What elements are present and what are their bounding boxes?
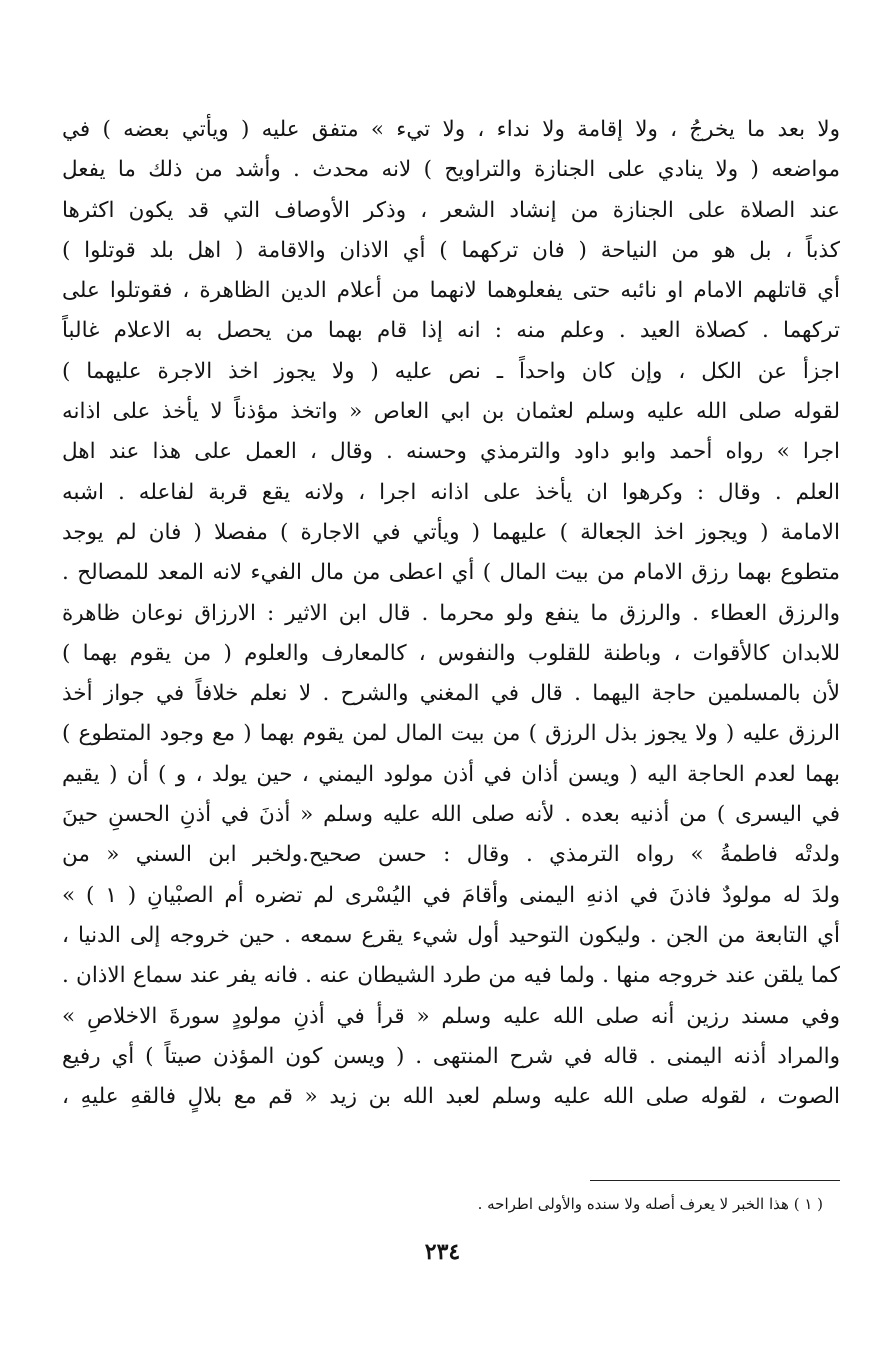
text-line: الصوت ، لقوله صلى الله عليه وسلم لعبد الله بن زيد « قم مع بلالٍ فالقهِ عليهِ ، xyxy=(62,1084,840,1110)
text-line: ولا بعد ما يخرجُ ، ولا إقامة ولا نداء ، ولا تيء » متفق عليه ( ويأتي بعضه ) في xyxy=(62,117,840,142)
text-line: عند الصلاة على الجنازة من إنشاد الشعر ، وذكر الأوصاف التي قد يكون اكثرها xyxy=(62,197,840,223)
text-line: الرزق عليه ( ولا يجوز بذل الرزق ) من بيت المال لمن يقوم بهما ( مع وجود المتطوع ) xyxy=(62,721,840,747)
footnote-separator xyxy=(590,1180,840,1181)
text-line: الامامة ( ويجوز اخذ الجعالة ) عليهما ( ويأتي في الاجارة ) مفصلا ( فان لم يوجد xyxy=(62,519,840,545)
text-line: متطوع بهما رزق الامام من بيت المال ) أي اعطى من مال الفيء لانه المعد للمصالح . xyxy=(62,560,840,586)
text-line: اجزأ عن الكل ، وإن كان واحداً ـ نص عليه ( ولا يجوز اخذ الاجرة عليهما ) xyxy=(62,358,840,384)
text-line: كذباً ، بل هو من النياحة ( فان تركهما ) أي الاذان والاقامة ( اهل بلد قوتلوا ) xyxy=(62,237,840,263)
main-text xyxy=(62,110,840,1117)
text-line: والرزق العطاء . والرزق ما ينفع ولو محرما . قال ابن الاثير : الارزاق نوعان ظاهرة xyxy=(62,600,840,626)
text-line: لأن بالمسلمين حاجة اليهما . قال في المغني والشرح . لا نعلم خلافاً في جواز أخذ xyxy=(62,681,840,707)
text-line: لقوله صلى الله عليه وسلم لعثمان بن ابي العاص « واتخذ مؤذناً لا يأخذ على اذانه xyxy=(62,399,840,425)
text-line: في اليسرى ) من أذنيه بعده . لأنه صلى الله عليه وسلم « أذنَ في أذنِ الحسنِ حينَ xyxy=(62,802,840,828)
text-line: والمراد أذنه اليمنى . قاله في شرح المنتهى . ( ويسن كون المؤذن صيتاً ) أي رفيع xyxy=(62,1043,840,1069)
text-line: أي قاتلهم الامام او نائبه حتى يفعلوهما لانهما من أعلام الدين الظاهرة ، فقوتلوا على xyxy=(62,278,840,304)
text-line: ولدَ له مولودٌ فاذنَ في اذنهِ اليمنى وأقامَ في اليُسْرى لم تضره أم الصبْيانِ ( ١ ) » xyxy=(62,882,840,908)
text-line: العلم . وقال : وكرهوا ان يأخذ على اذانه اجرا ، ولانه يقع قربة لفاعله . اشبه xyxy=(62,479,840,505)
text-line: أي التابعة من الجن . وليكون التوحيد أول شيء يقرع سمعه . حين خروجه إلى الدنيا ، xyxy=(62,922,840,948)
text-line: كما يلقن عند خروجه منها . ولما فيه من طرد الشيطان عنه . فانه يفر عند سماع الاذان . xyxy=(62,963,840,989)
text-line: بهما لعدم الحاجة اليه ( ويسن أذان في أذن مولود اليمني ، حين يولد ، و ) أن ( يقيم xyxy=(62,761,840,787)
text-line: للابدان كالأقوات ، وباطنة للقلوب والنفوس ، كالمعارف والعلوم ( من يقوم بهما ) xyxy=(62,640,840,666)
footnote: ( ١ ) هذا الخبر لا يعرف أصله ولا سنده والأولى اطراحه . xyxy=(477,1195,823,1213)
text-line: مواضعه ( ولا ينادي على الجنازة والتراويح ) لانه محدث . وأشد من ذلك ما يفعل xyxy=(62,157,840,183)
text-line: اجرا » رواه أحمد وابو داود والترمذي وحسنه . وقال ، العمل على هذا عند اهل xyxy=(62,439,840,465)
page-number: ٢٣٤ xyxy=(424,1239,461,1265)
text-line: تركهما . كصلاة العيد . وعلم منه : انه إذا قام بهما من يحصل به الاعلام غالباً xyxy=(62,318,840,344)
text-line: وفي مسند رزين أنه صلى الله عليه وسلم « قرأ في أذنِ مولودٍ سورةَ الاخلاصِ » xyxy=(62,1003,840,1029)
text-line: ولدتْه فاطمةُ » رواه الترمذي . وقال : حسن صحيح.ولخبر ابن السني « من xyxy=(62,842,840,868)
